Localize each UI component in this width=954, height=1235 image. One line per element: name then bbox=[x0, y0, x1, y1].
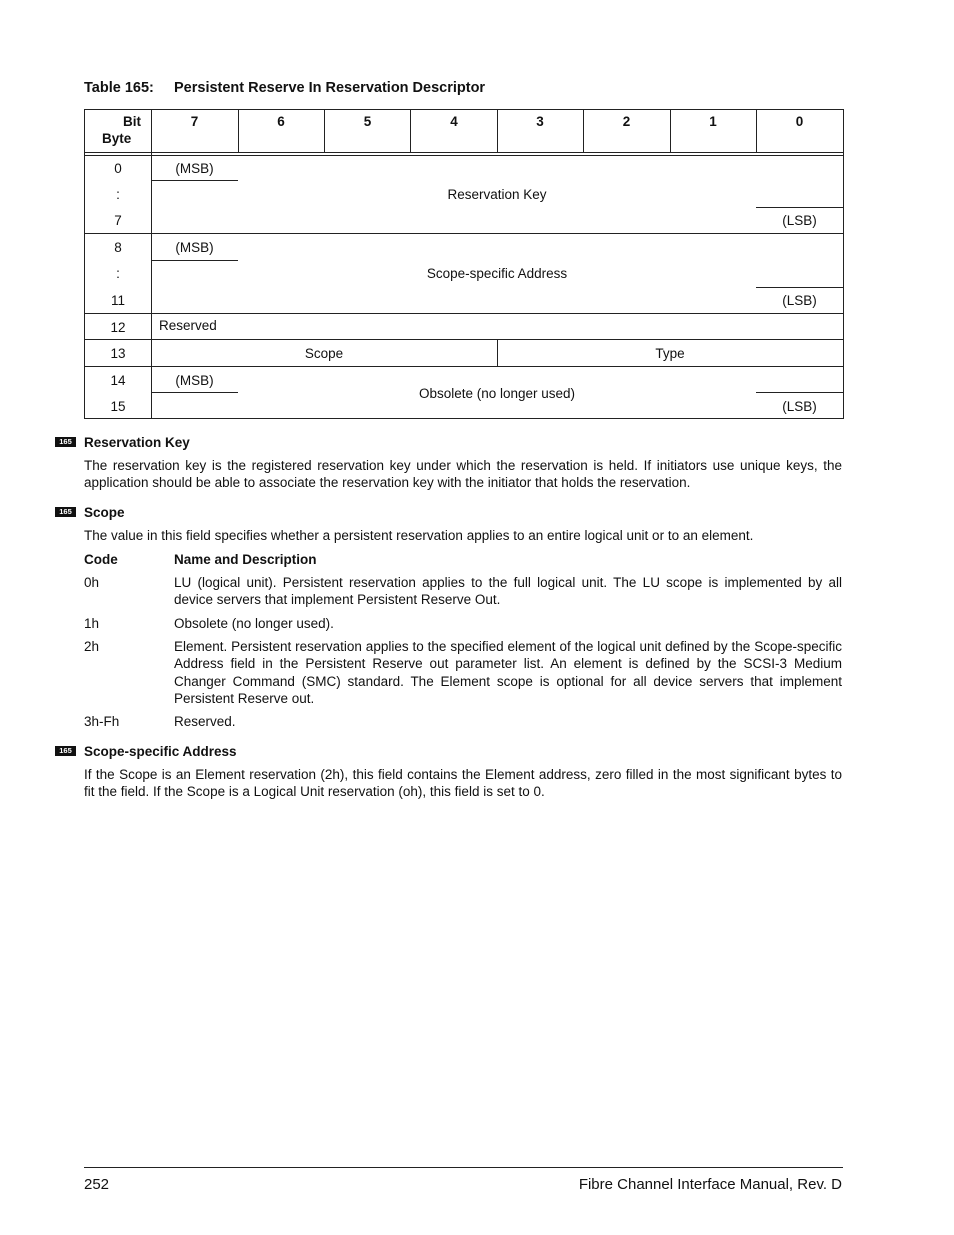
bit-3-header: 3 bbox=[536, 114, 544, 129]
scope-heading: Scope bbox=[84, 505, 125, 520]
bit-7-header: 7 bbox=[190, 114, 199, 129]
reservation-descriptor-table bbox=[0, 0, 954, 430]
scope-specific-address-text: If the Scope is an Element reservation (2h), this field contains the Element address, zero filled in the most significant bytes to fit the field. If the Scope is a Logical Unit reservation (oh), this field is set to 0. bbox=[84, 767, 842, 800]
msb-marker: (MSB) bbox=[175, 161, 214, 176]
obsolete-field: Obsolete (no longer used) bbox=[418, 386, 576, 401]
lsb-marker: (LSB) bbox=[782, 293, 817, 308]
description-header: Name and Description bbox=[174, 552, 317, 567]
bit-4-header: 4 bbox=[450, 114, 458, 129]
lsb-marker: (LSB) bbox=[782, 213, 817, 228]
header-bit: Bit bbox=[123, 114, 141, 129]
reservation-key-field: Reservation Key bbox=[447, 187, 547, 202]
bit-0-header: 0 bbox=[795, 114, 804, 129]
byte-label: 0 bbox=[114, 161, 122, 176]
code-value: 2h bbox=[84, 639, 100, 654]
byte-label: 7 bbox=[114, 213, 122, 228]
lsb-marker: (LSB) bbox=[782, 399, 817, 414]
byte-label: 14 bbox=[110, 373, 126, 388]
bit-6-header: 6 bbox=[277, 114, 285, 129]
bit-2-header: 2 bbox=[622, 114, 631, 129]
page-number: 252 bbox=[84, 1176, 110, 1193]
code-description: Reserved. bbox=[174, 714, 236, 729]
type-field: Type bbox=[655, 346, 685, 361]
reservation-key-heading: Reservation Key bbox=[84, 435, 190, 450]
table-title: Persistent Reserve In Reservation Descriptor bbox=[174, 80, 486, 96]
byte-label: : bbox=[116, 187, 120, 202]
msb-marker: (MSB) bbox=[175, 373, 214, 388]
byte-label: 12 bbox=[110, 320, 126, 335]
scope-specific-address-heading: Scope-specific Address bbox=[84, 744, 237, 759]
manual-title: Fibre Channel Interface Manual, Rev. D bbox=[578, 1176, 842, 1193]
bit-1-header: 1 bbox=[709, 114, 717, 129]
reserved-field: Reserved bbox=[159, 318, 217, 333]
bit-5-header: 5 bbox=[363, 114, 372, 129]
table-ref-tag: 165 bbox=[55, 437, 76, 447]
table-ref-tag: 165 bbox=[55, 507, 76, 517]
code-value: 0h bbox=[84, 575, 100, 590]
table-ref-tag: 165 bbox=[55, 746, 76, 756]
byte-label: 13 bbox=[110, 346, 126, 361]
table-label: Table 165: bbox=[84, 80, 154, 96]
msb-marker: (MSB) bbox=[175, 240, 214, 255]
scope-field: Scope bbox=[304, 346, 344, 361]
byte-label: 11 bbox=[110, 293, 126, 308]
code-description: Obsolete (no longer used). bbox=[174, 616, 334, 631]
code-description: Element. Persistent reservation applies to the specified element of the logical unit defined by the Scope-specific Address field in the Persistent Reserve out parameter list. An element is defined by the SCSI-3 Medium Changer Command (SMC) standard. The Element scope is optional for all device servers that implement Persistent Reserve out. bbox=[174, 639, 842, 706]
reservation-key-text: The reservation key is the registered reservation key under which the reservation is held. If initiators use unique keys, the application should be able to associate the reservation key with the initiator that holds the reservation. bbox=[84, 458, 842, 491]
header-byte: Byte bbox=[102, 131, 132, 146]
scope-text: The value in this field specifies whether a persistent reservation applies to an entire logical unit or to an element. bbox=[84, 528, 754, 543]
byte-label: 15 bbox=[110, 399, 126, 414]
code-description: LU (logical unit). Persistent reservation applies to the full logical unit. The LU scope is implemented by all device servers that implement Persistent Reserve Out. bbox=[174, 575, 842, 608]
footer-rule bbox=[84, 1167, 843, 1168]
code-header: Code bbox=[84, 552, 118, 567]
code-value: 1h bbox=[84, 616, 100, 631]
byte-label: 8 bbox=[114, 240, 122, 255]
scope-specific-address-field: Scope-specific Address bbox=[426, 266, 568, 281]
byte-label: : bbox=[116, 266, 120, 281]
code-value: 3h-Fh bbox=[84, 714, 120, 729]
